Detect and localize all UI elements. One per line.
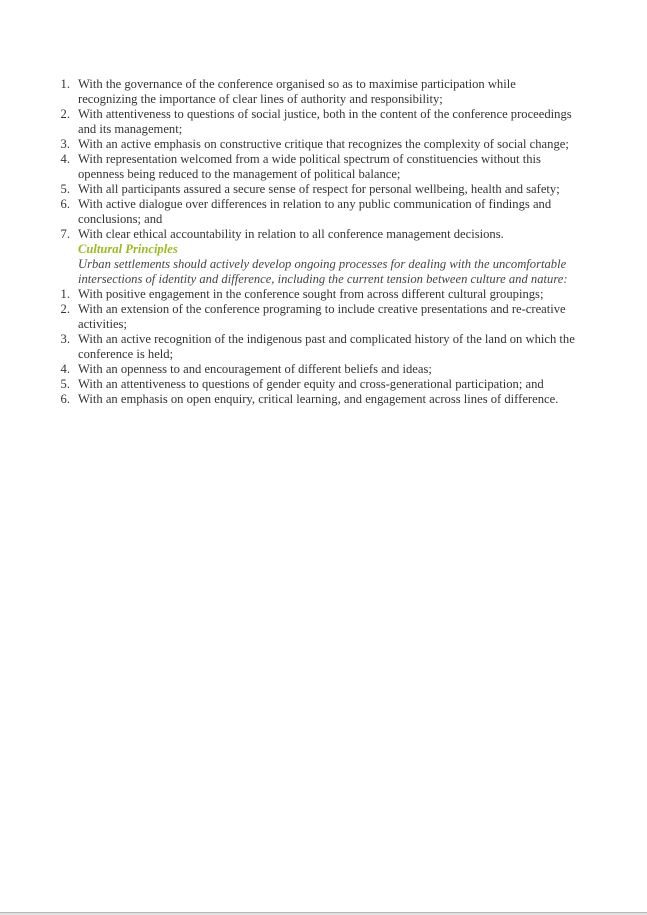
list-item-text: With all participants assured a secure sense of respect for personal wellbeing, health and safety; [78, 182, 560, 196]
list-item [56, 392, 576, 407]
list-item-text: With an active recognition of the indigenous past and complicated history of the land on which the conference is held; [78, 332, 575, 361]
list-item-number: 3. [60, 137, 70, 151]
list-item-text: With the governance of the conference organised so as to maximise participation while recognizing the importance of clear lines of authority and responsibility; [78, 77, 516, 106]
list-item [56, 152, 576, 182]
list-item [56, 287, 576, 302]
list-item-number: 2. [60, 107, 70, 121]
document-body [56, 77, 576, 407]
section-intro: Urban settlements should actively develop ongoing processes for dealing with the uncomfortable intersections of identity and difference, including the current tension between culture and nature: [78, 257, 568, 286]
list-item [56, 197, 576, 227]
list-item-text: With attentiveness to questions of social justice, both in the content of the conference proceedings and its management; [78, 107, 572, 136]
list-item [56, 332, 576, 362]
list-item [56, 137, 576, 152]
list-item-text: With an active emphasis on constructive critique that recognizes the complexity of social change; [78, 137, 569, 151]
list-item [56, 227, 576, 242]
list-item-text: With active dialogue over differences in relation to any public communication of findings and conclusions; and [78, 197, 552, 226]
list-item-number: 1. [60, 287, 70, 301]
list-item-text: With positive engagement in the conference sought from across different cultural groupings; [78, 287, 544, 301]
cultural-principles-section [56, 242, 576, 287]
list-item [56, 182, 576, 197]
list-item-text: With an emphasis on open enquiry, critical learning, and engagement across lines of difference. [78, 392, 559, 406]
list-item-number: 6. [60, 392, 70, 406]
list-item-number: 6. [60, 197, 70, 211]
cultural-principles-list [56, 287, 576, 407]
list-item-number: 1. [60, 77, 70, 91]
list-item [56, 362, 576, 377]
list-item-text: With clear ethical accountability in relation to all conference management decisions. [78, 227, 504, 241]
list-item-number: 5. [60, 377, 70, 391]
list-item [56, 377, 576, 392]
list-item [56, 77, 576, 107]
list-item-number: 7. [60, 227, 70, 241]
list-item-number: 4. [60, 152, 70, 166]
list-item-number: 5. [60, 182, 70, 196]
list-item-text: With an openness to and encouragement of different beliefs and ideas; [78, 362, 432, 376]
list-item-text: With an extension of the conference programing to include creative presentations and re-creative activities; [78, 302, 566, 331]
governance-principles-list [56, 77, 576, 242]
list-item [56, 107, 576, 137]
section-heading: Cultural Principles [78, 242, 178, 256]
list-item [56, 302, 576, 332]
list-item-number: 3. [60, 332, 70, 346]
list-item-text: With representation welcomed from a wide political spectrum of constituencies without this openness being reduced to the management of political balance; [78, 152, 541, 181]
list-item-number: 4. [60, 362, 70, 376]
list-item-number: 2. [60, 302, 70, 316]
list-item-text: With an attentiveness to questions of gender equity and cross-generational participation; and [78, 377, 544, 391]
